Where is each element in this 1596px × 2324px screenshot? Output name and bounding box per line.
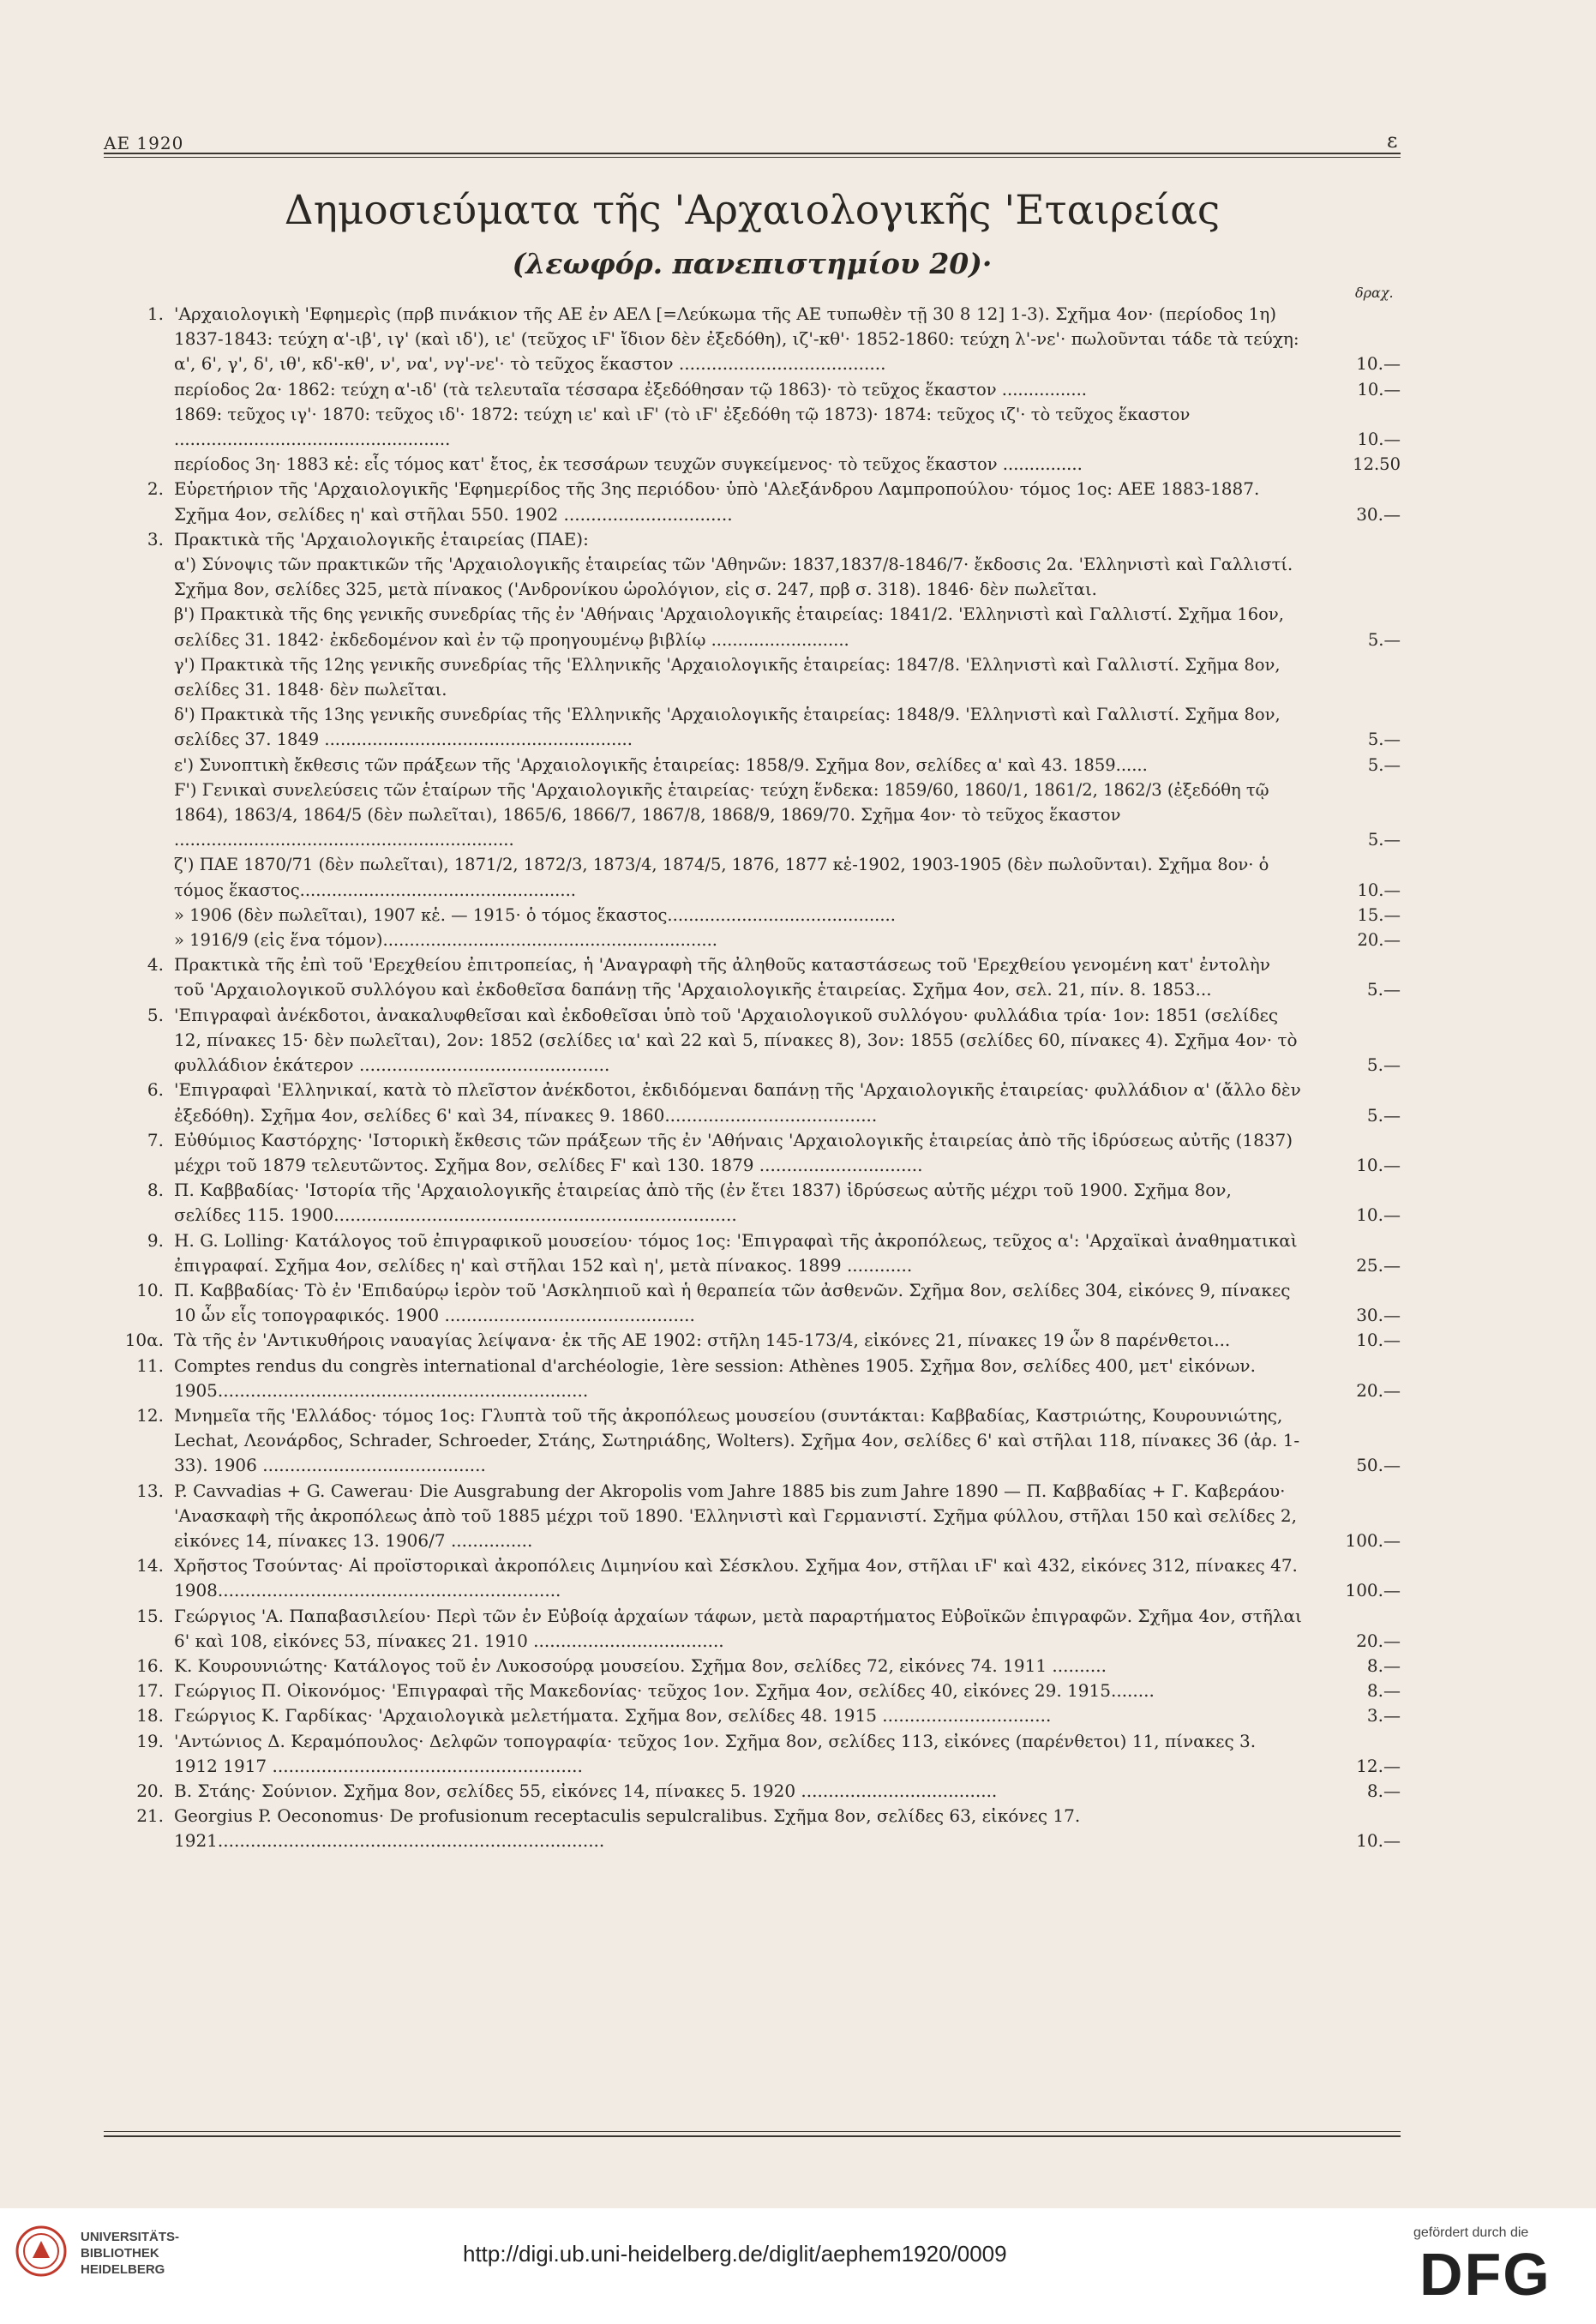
publication-entry (104, 602, 1401, 652)
entry-price: 5.— (1367, 830, 1401, 850)
publication-entry (104, 1703, 1401, 1728)
entry-text: » 1906 (δὲν πωλεῖται), 1907 κἑ. — 1915· ὁ τόμος ἕκαστος........................................... (174, 904, 896, 925)
entry-number (104, 652, 174, 702)
entry-text: α') Σύνοψις τῶν πρακτικῶν τῆς 'Αρχαιολογικῆς ἑταιρείας τῶν 'Αθηνῶν: 1837,1837/8-1846/7· ἔκδοσις 2α. 'Ελληνιστὶ καὶ Γαλλιστί. Σχῆμα 8ον, σελίδες 325, μετὰ πίνακος ('Ανδρονίκου ὡρολόγιον, εἰς σ. 247, πρβ σ. 318). 1846· δὲν πωλεῖται. (174, 555, 1293, 600)
entry-number: 14. (136, 1555, 164, 1576)
university-seal-icon (15, 2225, 67, 2277)
entry-text: Μνημεῖα τῆς 'Ελλάδος· τόμος 1ος: Γλυπτὰ τοῦ τῆς ἀκροπόλεως μουσείου (συντάκται: Καββαδίας, Καστριώτης, Κουρουνιώτης, Lechat, Λεονάρδος, Schrader, Schroeder, Στάης, Σωτηριάδης, Wolters). Σχῆμα 4ον, σελίδες 6' καὶ στῆλαι 118, πίνακες 36 (ἀρ. 1-33). 1906 ......................................... (174, 1404, 1300, 1476)
entry-price: 8.— (1366, 1680, 1401, 1702)
entry-text: Π. Καββαδίας· Τὸ ἐν 'Επιδαύρῳ ἱερὸν τοῦ 'Ασκληπιοῦ καὶ ἡ θεραπεία τῶν ἀσθενῶν. Σχῆμα 8ον, σελίδες 304, εἰκόνες 9, πίνακες 10 ὧν εἷς τοπογραφικός. 1900 .............................................. (174, 1279, 1291, 1326)
entry-number (104, 377, 174, 402)
entry-price: 5.— (1366, 1054, 1401, 1076)
entry-number (104, 778, 174, 853)
entry-text: Γεώργιος Κ. Γαρδίκας· 'Αρχαιολογικὰ μελετήματα. Σχῆμα 8ον, σελίδες 48. 1915 ............................... (174, 1705, 1052, 1726)
entry-number (104, 903, 174, 928)
entry-price: 10.— (1356, 1830, 1401, 1852)
publication-entry (104, 1553, 1401, 1603)
entry-text: P. Cavvadias + G. Cawerau· Die Ausgrabung der Akropolis vom Jahre 1885 bis zum Jahre 1890 — Π. Καββαδίας + Γ. Καβεράου· 'Ανασκαφὴ τῆς ἀκροπόλεως ἀπὸ τοῦ 1885 μέχρι τοῦ 1890. 'Ελληνιστὶ καὶ Γερμανιστί. Σχῆμα φύλλου, στῆλαι 150 καὶ σελίδες 2, εἰκόνες 14, πίνακες 13. 1906/7 ............... (174, 1480, 1297, 1551)
publication-list (104, 302, 1401, 1854)
entry-price: 50.— (1356, 1455, 1401, 1476)
publication-entry (104, 753, 1401, 778)
entry-price: 5.— (1366, 1104, 1401, 1126)
entry-text: περίοδος 3η· 1883 κἑ: εἷς τόμος κατ' ἔτος, ἐκ τεσσάρων τευχῶν συγκείμενος· τὸ τεῦχος ἕκαστον ............... (174, 454, 1083, 475)
entry-text: » 1916/9 (εἰς ἕνα τόμον)............................................................... (174, 930, 717, 951)
library-name: UNIVERSITÄTS- BIBLIOTHEK HEIDELBERG (81, 2230, 180, 2277)
publication-entry (104, 903, 1401, 928)
bottom-rule (104, 2135, 1401, 2137)
publication-entry (104, 1479, 1401, 1554)
top-rule-thin (104, 157, 1401, 158)
funding-caption: gefördert durch die (1413, 2225, 1529, 2240)
entry-price: 100.— (1345, 1529, 1401, 1551)
entry-price: 15.— (1357, 904, 1401, 925)
publication-entry (104, 402, 1401, 452)
entry-number: 19. (136, 1730, 164, 1751)
entry-price: 30.— (1356, 1305, 1401, 1326)
entry-number: 11. (136, 1354, 164, 1376)
entry-text: Εὑρετήριον τῆς 'Αρχαιολογικῆς 'Εφημερίδος τῆς 3ης περιόδου· ὑπὸ 'Αλεξάνδρου Λαμπροπούλου· τόμος 1ος: ΑΕΕ 1883-1887. Σχῆμα 4ον, σελίδες η' καὶ στῆλαι 550. 1902 ............................... (174, 478, 1260, 525)
entry-price: 3.— (1366, 1705, 1401, 1726)
page-title: Δημοσιεύματα τῆς 'Αρχαιολογικῆς 'Εταιρείας (284, 187, 1221, 234)
entry-number (104, 602, 174, 652)
entry-text: Εὐθύμιος Καστόρχης· 'Ιστορικὴ ἔκθεσις τῶν πράξεων τῆς ἐν 'Αθήναις 'Αρχαιολογικῆς ἑταιρείας ἀπὸ τῆς ἱδρύσεως αὐτῆς (1837) μέχρι τοῦ 1879 τελευτῶντος. Σχῆμα 8ον, σελίδες Ϝ' καὶ 130. 1879 .............................. (174, 1129, 1293, 1175)
entry-number: 12. (136, 1404, 164, 1426)
entry-number: 8. (147, 1180, 164, 1201)
entry-text: Georgius P. Oeconomus· De profusionum receptaculis sepulcralibus. Σχῆμα 8ον, σελίδες 63, εἰκόνες 17. 1921....................................................................... (174, 1805, 1081, 1852)
publication-entry (104, 1178, 1401, 1228)
entry-number: 10α. (124, 1330, 164, 1351)
publication-entry (104, 527, 1401, 552)
publication-entry (104, 1729, 1401, 1779)
entry-number: 3. (147, 528, 164, 549)
entry-price: 10.— (1357, 429, 1401, 450)
entry-text: 'Αντώνιος Δ. Κεραμόπουλος· Δελφῶν τοπογραφία· τεῦχος 1ον. Σχῆμα 8ον, σελίδες 113, εἰκόνες (παρένθετοι) 11, πίνακες 3. 1912 1917 ......................................................... (174, 1730, 1257, 1776)
entry-text: H. G. Lolling· Κατάλογος τοῦ ἐπιγραφικοῦ μουσείου· τόμος 1ος: 'Επιγραφαὶ τῆς ἀκροπόλεως, τεῦχος α': 'Αρχαϊκαὶ ἀναθηματικαὶ ἐπιγραφαί. Σχῆμα 4ον, σελίδες η' καὶ στῆλαι 152 καὶ η', μετὰ πίνακος. 1899 ............ (174, 1229, 1298, 1276)
entry-number (104, 852, 174, 902)
entry-price: 10.— (1356, 1330, 1401, 1351)
entry-price: 20.— (1357, 930, 1401, 951)
entry-text: Γεώργιος 'Α. Παπαβασιλείου· Περὶ τῶν ἐν Εὐβοίᾳ ἀρχαίων τάφων, μετὰ παραρτήματος Εὐβοϊκῶν ἐπιγραφῶν. Σχῆμα 4ον, στῆλαι 6' καὶ 108, εἰκόνες 53, πίνακες 21. 1910 ................................... (174, 1605, 1302, 1651)
publication-entry (104, 1654, 1401, 1678)
entry-text: δ') Πρακτικὰ τῆς 13ης γενικῆς συνεδρίας τῆς 'Ελληνικῆς 'Αρχαιολογικῆς ἑταιρείας: 1848/9. 'Ελληνιστὶ καὶ Γαλλιστί. Σχῆμα 8ον, σελίδες 37. 1849 .......................................................... (174, 705, 1281, 750)
entry-number: 9. (147, 1229, 164, 1251)
bottom-rule-thin (104, 2131, 1401, 2132)
publication-entry (104, 928, 1401, 952)
entry-text: 1869: τεῦχος ιγ'· 1870: τεῦχος ιδ'· 1872: τεύχη ιε' καὶ ιϜ' (τὸ ιϜ' ἐξεδόθη τῷ 1873)· 1874: τεῦχος ιζ'· τὸ τεῦχος ἕκαστον .................................................... (174, 404, 1191, 450)
entry-price: 12.— (1356, 1755, 1401, 1776)
publication-entry (104, 1128, 1401, 1178)
entry-text: Χρῆστος Τσούντας· Αἱ προϊστορικαὶ ἀκροπόλεις Διμηνίου καὶ Σέσκλου. Σχῆμα 4ον, στῆλαι ιϜ' καὶ 432, εἰκόνες 312, πίνακες 47. 1908............................................................... (174, 1555, 1298, 1601)
page-subtitle: (λεωφόρ. πανεπιστημίου 20)· (512, 247, 993, 280)
entry-price: 30.— (1356, 503, 1401, 525)
entry-text: γ') Πρακτικὰ τῆς 12ης γενικῆς συνεδρίας τῆς 'Ελληνικῆς 'Αρχαιολογικῆς ἑταιρείας: 1847/8. 'Ελληνιστὶ καὶ Γαλλιστί. Σχῆμα 8ον, σελίδες 31. 1848· δὲν πωλεῖται. (174, 654, 1281, 700)
publication-entry (104, 477, 1401, 526)
publication-entry (104, 1228, 1401, 1278)
entry-text: 'Επιγραφαὶ ἀνέκδοτοι, ἀνακαλυφθεῖσαι καὶ ἐκδοθεῖσαι ὑπὸ τοῦ 'Αρχαιολογικοῦ συλλόγου· φυλλάδια τρία· 1ον: 1851 (σελίδες 12, πίνακες 15· δὲν πωλεῖται), 2ον: 1852 (σελίδες ια' καὶ 22 καὶ 5, πίνακες 8), 3ον: 1855 (σελίδες 60, πίνακες 4). Σχῆμα 4ον· τὸ φυλλάδιον ἑκάτερον .............................................. (174, 1004, 1298, 1076)
currency-unit: δραχ. (1355, 285, 1394, 301)
entry-text: Β. Στάης· Σούνιον. Σχῆμα 8ον, σελίδες 55, εἰκόνες 14, πίνακες 5. 1920 .................................... (174, 1780, 998, 1801)
entry-price: 10.— (1357, 880, 1401, 900)
running-header: ΑΕ 1920 (104, 133, 184, 153)
entry-price: 5.— (1366, 979, 1401, 1000)
entry-text: 'Επιγραφαὶ 'Ελληνικαί, κατὰ τὸ πλεῖστον ἀνέκδοτοι, ἐκδιδόμεναι δαπάνῃ τῆς 'Αρχαιολογικῆς ἑταιρείας· φυλλάδιον α' (ἄλλο δὲν ἐξεδόθη). Σχῆμα 4ον, σελίδες 6' καὶ 34, πίνακες 9. 1860....................................... (174, 1079, 1301, 1126)
entry-number (104, 452, 174, 477)
entry-number: 20. (136, 1780, 164, 1801)
entry-text: Τὰ τῆς ἐν 'Αντικυθήροις ναυαγίας λείψανα· ἐκ τῆς ΑΕ 1902: στῆλη 145-173/4, εἰκόνες 21, πίνακες 19 ὧν 8 παρένθετοι... (174, 1330, 1231, 1351)
entry-price: 8.— (1366, 1654, 1401, 1676)
entry-price: 10.— (1356, 1154, 1401, 1175)
publication-entry (104, 852, 1401, 902)
publication-entry (104, 1604, 1401, 1654)
entry-number (104, 402, 174, 452)
entry-text: Π. Καββαδίας· 'Ιστορία τῆς 'Αρχαιολογικῆς ἑταιρείας ἀπὸ τῆς (ἐν ἔτει 1837) ἱδρύσεως αὐτῆς μέχρι τοῦ 1900. Σχῆμα 8ον, σελίδες 115. 1900.......................................................................... (174, 1180, 1232, 1226)
entry-number: 10. (136, 1279, 164, 1300)
entry-text: Γεώργιος Π. Οἰκονόμος· 'Επιγραφαὶ τῆς Μακεδονίας· τεῦχος 1ον. Σχῆμα 4ον, σελίδες 40, εἰκόνες 29. 1915........ (174, 1680, 1155, 1702)
entry-number: 13. (136, 1480, 164, 1501)
publication-entry (104, 552, 1401, 602)
publication-entry (104, 1678, 1401, 1703)
entry-text: ζ') ΠΑΕ 1870/71 (δὲν πωλεῖται), 1871/2, 1872/3, 1873/4, 1874/5, 1876, 1877 κἑ-1902, 1903-1905 (δὲν πωλοῦνται). Σχῆμα 8ον· ὁ τόμος ἕκαστος.................................................... (174, 855, 1269, 900)
entry-price: 5.— (1367, 730, 1401, 750)
entry-text: Πρακτικὰ τῆς ἐπὶ τοῦ 'Ερεχθείου ἐπιτροπείας, ἡ 'Αναγραφὴ τῆς ἀληθοῦς καταστάσεως τοῦ 'Ερεχθείου γενομένη κατ' ἐντολὴν τοῦ 'Αρχαιολογικοῦ συλλόγου καὶ ἐκδοθεῖσα δαπάνῃ τῆς 'Αρχαιολογικῆς ἑταιρείας. Σχῆμα 4ον, σελ. 21, πίν. 8. 1853... (174, 954, 1270, 1000)
publication-entry (104, 377, 1401, 402)
publication-entry (104, 1328, 1401, 1353)
entry-number (104, 753, 174, 778)
entry-price: 10.— (1356, 353, 1401, 375)
entry-price: 10.— (1356, 1204, 1401, 1226)
publication-entry (104, 1804, 1401, 1853)
page-number: ε (1387, 129, 1398, 153)
entry-number: 5. (147, 1004, 164, 1025)
publication-entry (104, 452, 1401, 477)
entry-price: 25.— (1356, 1254, 1401, 1276)
entry-text: β') Πρακτικὰ τῆς 6ης γενικῆς συνεδρίας τῆς ἐν 'Αθήναις 'Αρχαιολογικῆς ἑταιρείας: 1841/2. 'Ελληνιστὶ καὶ Γαλλιστί. Σχῆμα 16ον, σελίδες 31. 1842· ἐκδεδομένον καὶ ἐν τῷ προηγουμένῳ βιβλίῳ .......................... (174, 604, 1284, 650)
entry-number (104, 702, 174, 752)
entry-price: 10.— (1357, 379, 1401, 399)
entry-price: 12.50 (1353, 454, 1401, 475)
entry-number (104, 552, 174, 602)
publication-entry (104, 778, 1401, 853)
entry-text: Ϝ') Γενικαὶ συνελεύσεις τῶν ἑταίρων τῆς 'Αρχαιολογικῆς ἑταιρείας· τεύχη ἕνδεκα: 1859/60, 1860/1, 1861/2, 1862/3 (ἐξεδόθη τῷ 1864), 1863/4, 1864/5 (δὲν πωλεῖται), 1865/6, 1866/7, 1867/8, 1868/9, 1869/70. Σχῆμα 4ον· τὸ τεῦχος ἕκαστον ................................................................ (174, 779, 1269, 850)
dfg-logo: DFG (1419, 2241, 1551, 2308)
publication-entry (104, 952, 1401, 1002)
entry-price: 20.— (1356, 1630, 1401, 1651)
entry-text: Comptes rendus du congrès international d'archéologie, 1ère session: Athènes 1905. Σχῆμα 8ον, σελίδες 400, μετ' εἰκόνων. 1905.................................................................... (174, 1354, 1256, 1401)
entry-number: 18. (136, 1705, 164, 1726)
entry-text: Πρακτικὰ τῆς 'Αρχαιολογικῆς ἑταιρείας (ΠΑΕ): (174, 528, 589, 549)
entry-number: 21. (136, 1805, 164, 1827)
publication-entry (104, 652, 1401, 702)
entry-number: 15. (136, 1605, 164, 1626)
entry-number: 6. (147, 1079, 164, 1101)
entry-text: Κ. Κουρουνιώτης· Κατάλογος τοῦ ἐν Λυκοσούρᾳ μουσείου. Σχῆμα 8ον, σελίδες 72, εἰκόνες 74. 1911 .......... (174, 1654, 1107, 1676)
entry-number: 2. (147, 478, 164, 500)
publication-entry (104, 1003, 1401, 1078)
entry-price: 100.— (1345, 1580, 1401, 1601)
entry-number: 17. (136, 1680, 164, 1702)
entry-price: 20.— (1356, 1379, 1401, 1401)
source-url-link[interactable]: http://digi.ub.uni-heidelberg.de/diglit/aephem1920/0009 (463, 2241, 1007, 2267)
entry-number (104, 928, 174, 952)
entry-number: 1. (147, 303, 164, 324)
publication-entry (104, 302, 1401, 377)
publication-entry (104, 1278, 1401, 1328)
entry-number: 7. (147, 1129, 164, 1150)
entry-price: 5.— (1367, 629, 1401, 650)
digitization-footer (0, 2208, 1596, 2324)
entry-text: περίοδος 2α· 1862: τεύχη α'-ιδ' (τὰ τελευταῖα τέσσαρα ἐξεδόθησαν τῷ 1863)· τὸ τεῦχος ἕκαστον ................ (174, 379, 1087, 399)
publication-entry (104, 1403, 1401, 1479)
publication-entry (104, 702, 1401, 752)
publication-entry (104, 1354, 1401, 1403)
entry-text: 'Αρχαιολογικὴ 'Εφημερὶς (πρβ πινάκιον τῆς ΑΕ ἐν ΑΕΛ [=Λεύκωμα τῆς ΑΕ τυπωθὲν τῇ 30 8 12] 1-3). Σχῆμα 4ον· (περίοδος 1η) 1837-1843: τεύχη α'-ιβ', ιγ' (καὶ ιδ'), ιε' (τεῦχος ιϜ' ἴδιον δὲν ἐξεδόθη), ιζ'-κθ'· 1852-1860: τεύχη λ'-νε'· πωλοῦνται τάδε τὰ τεύχη: α', 6', γ', δ', ιθ', κδ'-κθ', ν', να', νγ'-νε'· τὸ τεῦχος ἕκαστον ...................................... (174, 303, 1299, 375)
publication-entry (104, 1078, 1401, 1127)
top-rule (104, 153, 1401, 154)
entry-price: 5.— (1367, 754, 1401, 775)
entry-number: 4. (147, 954, 164, 976)
publication-entry (104, 1779, 1401, 1804)
entry-price: 8.— (1366, 1780, 1401, 1801)
entry-number: 16. (136, 1654, 164, 1676)
entry-text: ε') Συνοπτικὴ ἔκθεσις τῶν πράξεων τῆς 'Αρχαιολογικῆς ἑταιρείας: 1858/9. Σχῆμα 8ον, σελίδες α' καὶ 43. 1859...... (174, 754, 1148, 775)
